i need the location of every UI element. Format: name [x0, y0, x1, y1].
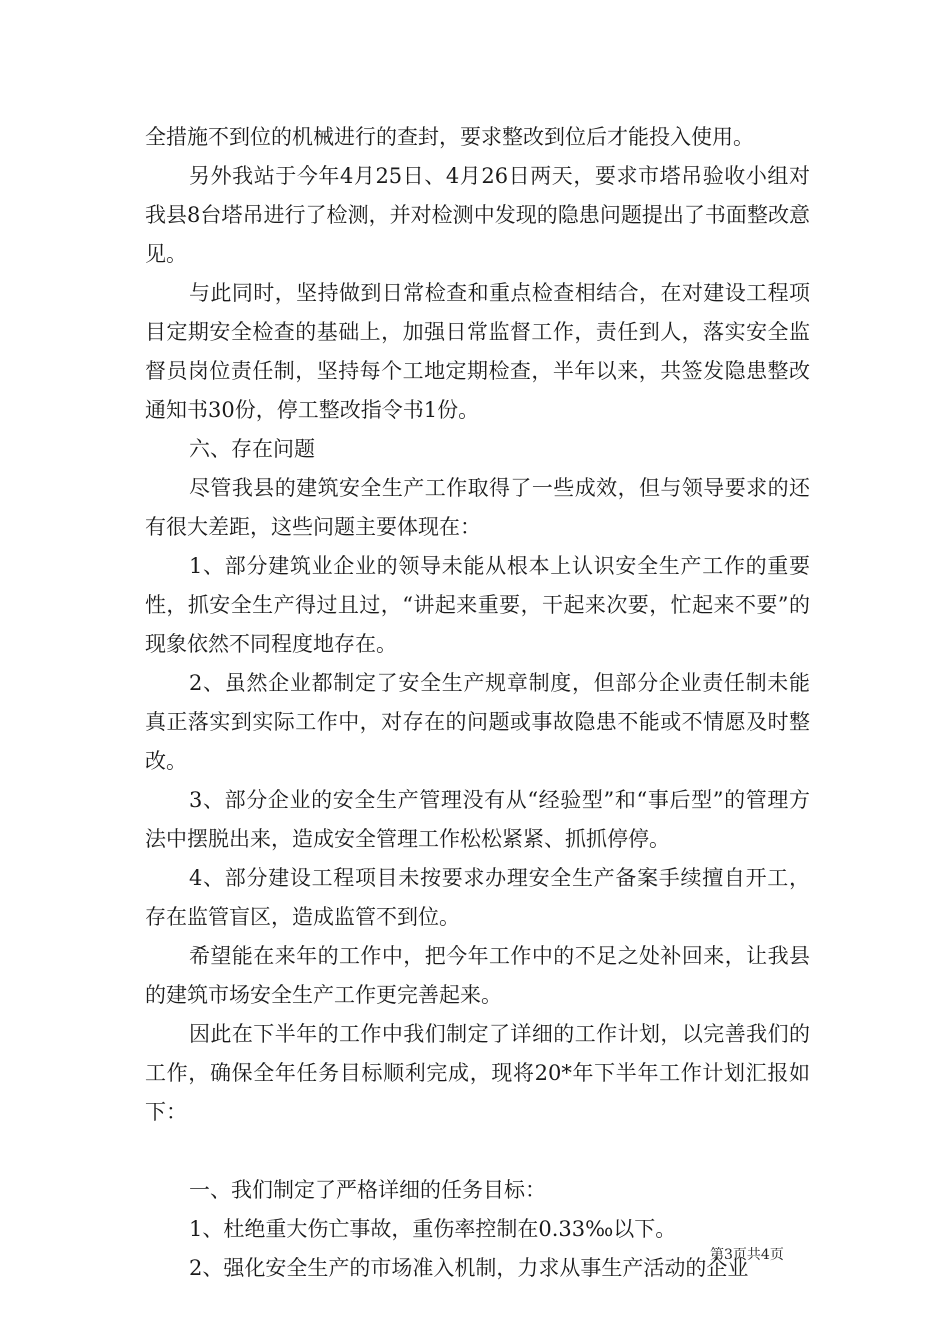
blank-line — [145, 1132, 810, 1171]
document-body — [145, 118, 810, 1288]
paragraph-10: 希望能在来年的工作中，把今年工作中的不足之处补回来，让我县的建筑市场安全生产工作更完善起来。 — [145, 944, 810, 1007]
problem-item-3: 3、部分企业的安全生产管理没有从“经验型”和“事后型”的管理方法中摆脱出来，造成安全管理工作松松紧紧、抓抓停停。 — [145, 788, 810, 851]
paragraph-5: 尽管我县的建筑安全生产工作取得了一些成效，但与领导要求的还有很大差距，这些问题主要体现在： — [145, 476, 810, 539]
problem-item-4: 4、部分建设工程项目未按要求办理安全生产备案手续擅自开工，存在监管盲区，造成监管不到位。 — [145, 866, 810, 929]
paragraph-3: 与此同时，坚持做到日常检查和重点检查相结合，在对建设工程项目定期安全检查的基础上，加强日常监督工作，责任到人，落实安全监督员岗位责任制，坚持每个工地定期检查，半年以来，共签发隐患整改通知书30份，停工整改指令书1份。 — [145, 281, 810, 422]
problem-item-2: 2、虽然企业都制定了安全生产规章制度，但部分企业责任制未能真正落实到实际工作中，对存在的问题或事故隐患不能或不情愿及时整改。 — [145, 671, 810, 773]
paragraph-1: 全措施不到位的机械进行的查封，要求整改到位后才能投入使用。 — [145, 125, 754, 149]
problem-item-1: 1、部分建筑业企业的领导未能从根本上认识安全生产工作的重要性，抓安全生产得过且过，“讲起来重要，干起来次要，忙起来不要”的现象依然不同程度地存在。 — [145, 554, 810, 656]
section-heading-problems: 六、存在问题 — [189, 437, 315, 461]
page-number: 第3页共4页 — [710, 1247, 784, 1263]
section-heading-targets: 一、我们制定了严格详细的任务目标： — [189, 1178, 546, 1202]
target-item-1: 1、杜绝重大伤亡事故，重伤率控制在0.33‰以下。 — [189, 1217, 677, 1241]
paragraph-2: 另外我站于今年4月25日、4月26日两天，要求市塔吊验收小组对我县8台塔吊进行了检测，并对检测中发现的隐患问题提出了书面整改意见。 — [145, 164, 810, 266]
target-item-2: 2、强化安全生产的市场准入机制，力求从事生产活动的企业 — [189, 1256, 749, 1280]
paragraph-11: 因此在下半年的工作中我们制定了详细的工作计划，以完善我们的工作，确保全年任务目标顺利完成，现将20*年下半年工作计划汇报如下： — [145, 1022, 810, 1124]
